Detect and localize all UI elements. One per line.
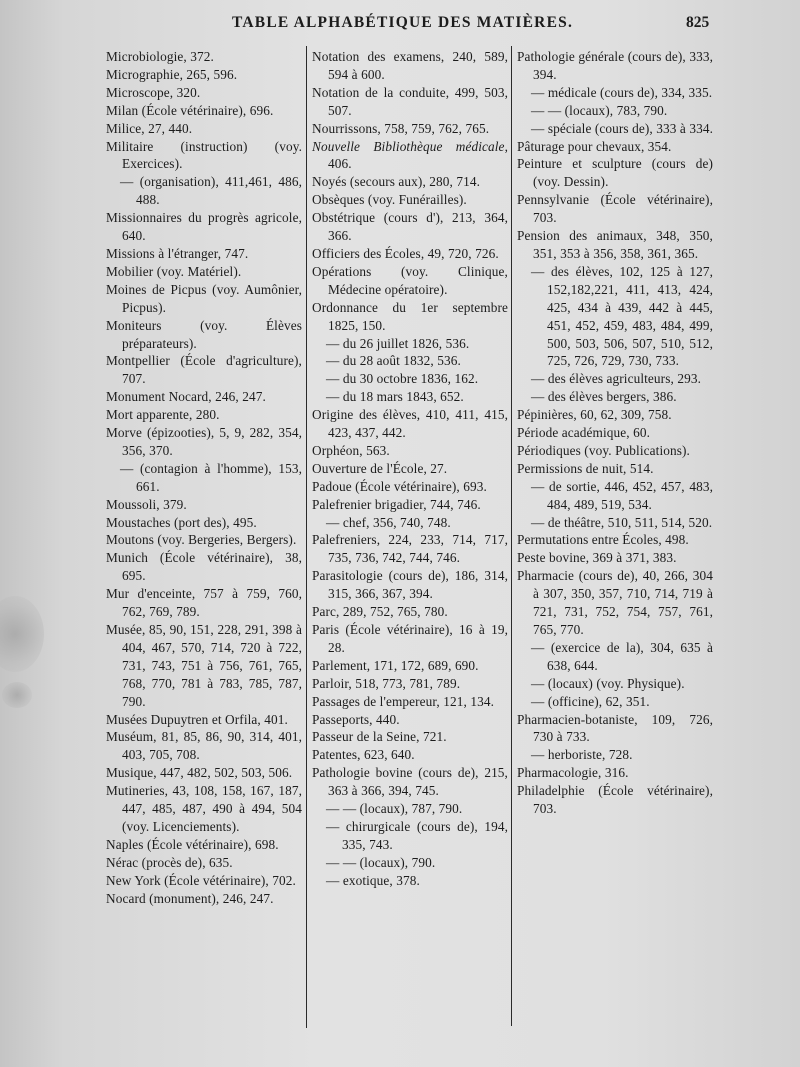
index-entry: — du 18 mars 1843, 652.: [326, 389, 464, 405]
index-entry: Mutineries, 43, 108, 158, 167, 187, 447, 485, 487, 490 à 494, 504 (voy. Licenciements).: [106, 783, 302, 834]
foxing-stain: [0, 596, 44, 672]
index-entry: Microscope, 320.: [106, 84, 201, 100]
index-entry: — (locaux) (voy. Physique).: [531, 675, 685, 691]
index-entry: Permissions de nuit, 514.: [517, 460, 654, 476]
index-entry: Notation des examens, 240, 589, 594 à 600.: [312, 49, 508, 82]
index-entry: Muséum, 81, 85, 86, 90, 314, 401, 403, 705, 708.: [106, 729, 302, 763]
index-entry: Padoue (École vétérinaire), 693.: [312, 478, 487, 494]
foxing-stain: [2, 682, 32, 708]
index-entry: Périodiques (voy. Publications).: [517, 442, 690, 458]
index-entry: Parc, 289, 752, 765, 780.: [312, 604, 448, 620]
index-entry: Mort apparente, 280.: [106, 407, 220, 423]
index-entry: Peinture et sculpture (cours de) (voy. Dessin).: [517, 156, 713, 190]
index-entry: Officiers des Écoles, 49, 720, 726.: [312, 245, 499, 261]
index-entry: Permutations entre Écoles, 498.: [517, 532, 689, 548]
index-entry: — spéciale (cours de), 333 à 334.: [531, 120, 714, 136]
index-entry: Ordonnance du 1er septembre 1825, 150.: [312, 299, 508, 333]
index-entry: Palefreniers, 224, 233, 714, 717, 735, 736, 742, 744, 746.: [312, 532, 508, 566]
index-entry: Notation de la conduite, 499, 503, 507.: [312, 84, 508, 118]
index-entry: Passeports, 440.: [312, 711, 400, 727]
index-entry: Musée, 85, 90, 151, 228, 291, 398 à 404, 467, 570, 714, 720 à 722, 731, 743, 751 à 756, 761, 765, 768, 770, 781 à 783, 785, 787, 790.: [106, 622, 302, 709]
index-entry: Missionnaires du progrès agricole, 640.: [106, 210, 302, 244]
index-entry: Missions à l'étranger, 747.: [106, 245, 249, 261]
index-entry: Paris (École vétérinaire), 16 à 19, 28.: [312, 622, 508, 655]
index-entry: — — (locaux), 787, 790.: [326, 801, 463, 817]
index-entry: Montpellier (École d'agriculture), 707.: [106, 353, 302, 387]
index-column-1: [106, 48, 302, 908]
index-entry: Nocard (monument), 246, 247.: [106, 890, 274, 906]
index-entry: — chef, 356, 740, 748.: [326, 514, 451, 530]
index-entry: Pharmacologie, 316.: [517, 765, 629, 781]
index-entry: — — (locaux), 790.: [326, 854, 436, 870]
page-number: 825: [686, 14, 710, 31]
index-entry: Peste bovine, 369 à 371, 383.: [517, 550, 677, 566]
index-entry: Milice, 27, 440.: [106, 120, 193, 136]
index-column-3: [517, 48, 713, 818]
index-entry: Milan (École vétérinaire), 696.: [106, 102, 274, 118]
index-entry: Naples (École vétérinaire), 698.: [106, 836, 279, 852]
index-entry: — médicale (cours de), 334, 335.: [531, 84, 713, 100]
index-entry: Passeur de la Seine, 721.: [312, 729, 447, 745]
index-entry: — (organisation), 411,461, 486, 488.: [120, 174, 302, 208]
index-entry: — du 26 juillet 1826, 536.: [326, 335, 470, 351]
index-entry: Ouverture de l'École, 27.: [312, 460, 448, 476]
index-entry: Philadelphie (École vétérinaire), 703.: [517, 783, 713, 817]
index-entry: Monument Nocard, 246, 247.: [106, 389, 266, 405]
index-entry: Nouvelle Bibliothèque médicale, 406.: [312, 138, 508, 172]
index-entry: Origine des élèves, 410, 411, 415, 423, 437, 442.: [312, 407, 508, 441]
index-entry: Moutons (voy. Bergeries, Bergers).: [106, 532, 297, 548]
index-entry: Période académique, 60.: [517, 425, 651, 441]
index-entry: Parloir, 518, 773, 781, 789.: [312, 675, 461, 691]
index-entry: Militaire (instruction) (voy. Exercices).: [106, 138, 302, 172]
index-entry: Pathologie bovine (cours de), 215, 363 à 366, 394, 745.: [312, 765, 508, 799]
index-entry: — exotique, 378.: [326, 872, 420, 888]
index-entry: Mur d'enceinte, 757 à 759, 760, 762, 769, 789.: [106, 586, 302, 620]
running-header: [0, 14, 800, 40]
index-entry: Moustaches (port des), 495.: [106, 514, 257, 530]
column-divider: [511, 46, 512, 1026]
index-entry: — (contagion à l'homme), 153, 661.: [120, 460, 302, 494]
index-entry: Obstétrique (cours d'), 213, 364, 366.: [312, 210, 508, 244]
index-entry: — du 30 octobre 1836, 162.: [326, 371, 479, 387]
index-entry: Musées Dupuytren et Orfila, 401.: [106, 711, 288, 727]
index-entry: Pharmacie (cours de), 40, 266, 304 à 307, 350, 357, 710, 714, 719 à 721, 731, 752, 754, 757, 761, 765, 770.: [517, 568, 713, 637]
index-entry: Pennsylvanie (École vétérinaire), 703.: [517, 192, 713, 226]
index-entry: — des élèves agriculteurs, 293.: [531, 371, 701, 387]
index-entry: — du 28 août 1832, 536.: [326, 353, 461, 369]
index-entry: Pépinières, 60, 62, 309, 758.: [517, 407, 672, 423]
index-entry: Moussoli, 379.: [106, 496, 187, 512]
index-column-2: [312, 48, 508, 890]
running-title: TABLE ALPHABÉTIQUE DES MATIÈRES.: [232, 14, 574, 31]
index-entry: Musique, 447, 482, 502, 503, 506.: [106, 765, 293, 781]
index-entry: Moniteurs (voy. Élèves préparateurs).: [106, 317, 302, 351]
index-entry: Microbiologie, 372.: [106, 49, 214, 64]
index-entry: New York (École vétérinaire), 702.: [106, 872, 296, 888]
index-entry: Obsèques (voy. Funérailles).: [312, 192, 467, 208]
index-entry: — des élèves, 102, 125 à 127, 152,182,221, 411, 413, 424, 425, 434 à 439, 442 à 445, 451, 452, 459, 483, 484, 499, 500, 503, 506, 507, 510, 512, 725, 726, 729, 730, 733.: [531, 263, 713, 369]
index-entry: Micrographie, 265, 596.: [106, 66, 238, 82]
index-entry: Moines de Picpus (voy. Aumônier, Picpus).: [106, 281, 302, 315]
index-entry: Munich (École vétérinaire), 38, 695.: [106, 550, 302, 584]
index-entry: Orphéon, 563.: [312, 442, 390, 458]
index-entry: — chirurgicale (cours de), 194, 335, 743.: [326, 818, 508, 852]
index-entry: Patentes, 623, 640.: [312, 747, 415, 763]
index-entry: — (exercice de la), 304, 635 à 638, 644.: [531, 639, 713, 673]
index-entry: — de sortie, 446, 452, 457, 483, 484, 489, 519, 534.: [531, 478, 713, 512]
index-entry: — (officine), 62, 351.: [531, 693, 650, 709]
index-entry: — de théâtre, 510, 511, 514, 520.: [531, 514, 713, 530]
index-entry: Pharmacien-botaniste, 109, 726, 730 à 733.: [517, 711, 713, 745]
index-entry: Pension des animaux, 348, 350, 351, 353 à 356, 358, 361, 365.: [517, 228, 713, 261]
index-entry: Nourrissons, 758, 759, 762, 765.: [312, 120, 490, 136]
index-entry: Pathologie générale (cours de), 333, 394.: [517, 49, 713, 82]
index-entry: — des élèves bergers, 386.: [531, 389, 677, 405]
index-entry: — — (locaux), 783, 790.: [531, 102, 668, 118]
index-entry: Nérac (procès de), 635.: [106, 854, 233, 870]
index-entry: Parlement, 171, 172, 689, 690.: [312, 657, 479, 673]
index-entry: Pâturage pour chevaux, 354.: [517, 138, 672, 154]
index-entry: Passages de l'empereur, 121, 134.: [312, 693, 495, 709]
column-divider: [306, 46, 307, 1028]
index-entry: Noyés (secours aux), 280, 714.: [312, 174, 481, 190]
index-entry: Mobilier (voy. Matériel).: [106, 263, 242, 279]
index-entry: — herboriste, 728.: [531, 747, 633, 763]
index-entry: Opérations (voy. Clinique, Médecine opératoire).: [312, 263, 508, 297]
index-entry: Palefrenier brigadier, 744, 746.: [312, 496, 481, 512]
index-entry: Parasitologie (cours de), 186, 314, 315, 366, 367, 394.: [312, 568, 508, 602]
index-entry: Morve (épizooties), 5, 9, 282, 354, 356, 370.: [106, 425, 302, 458]
